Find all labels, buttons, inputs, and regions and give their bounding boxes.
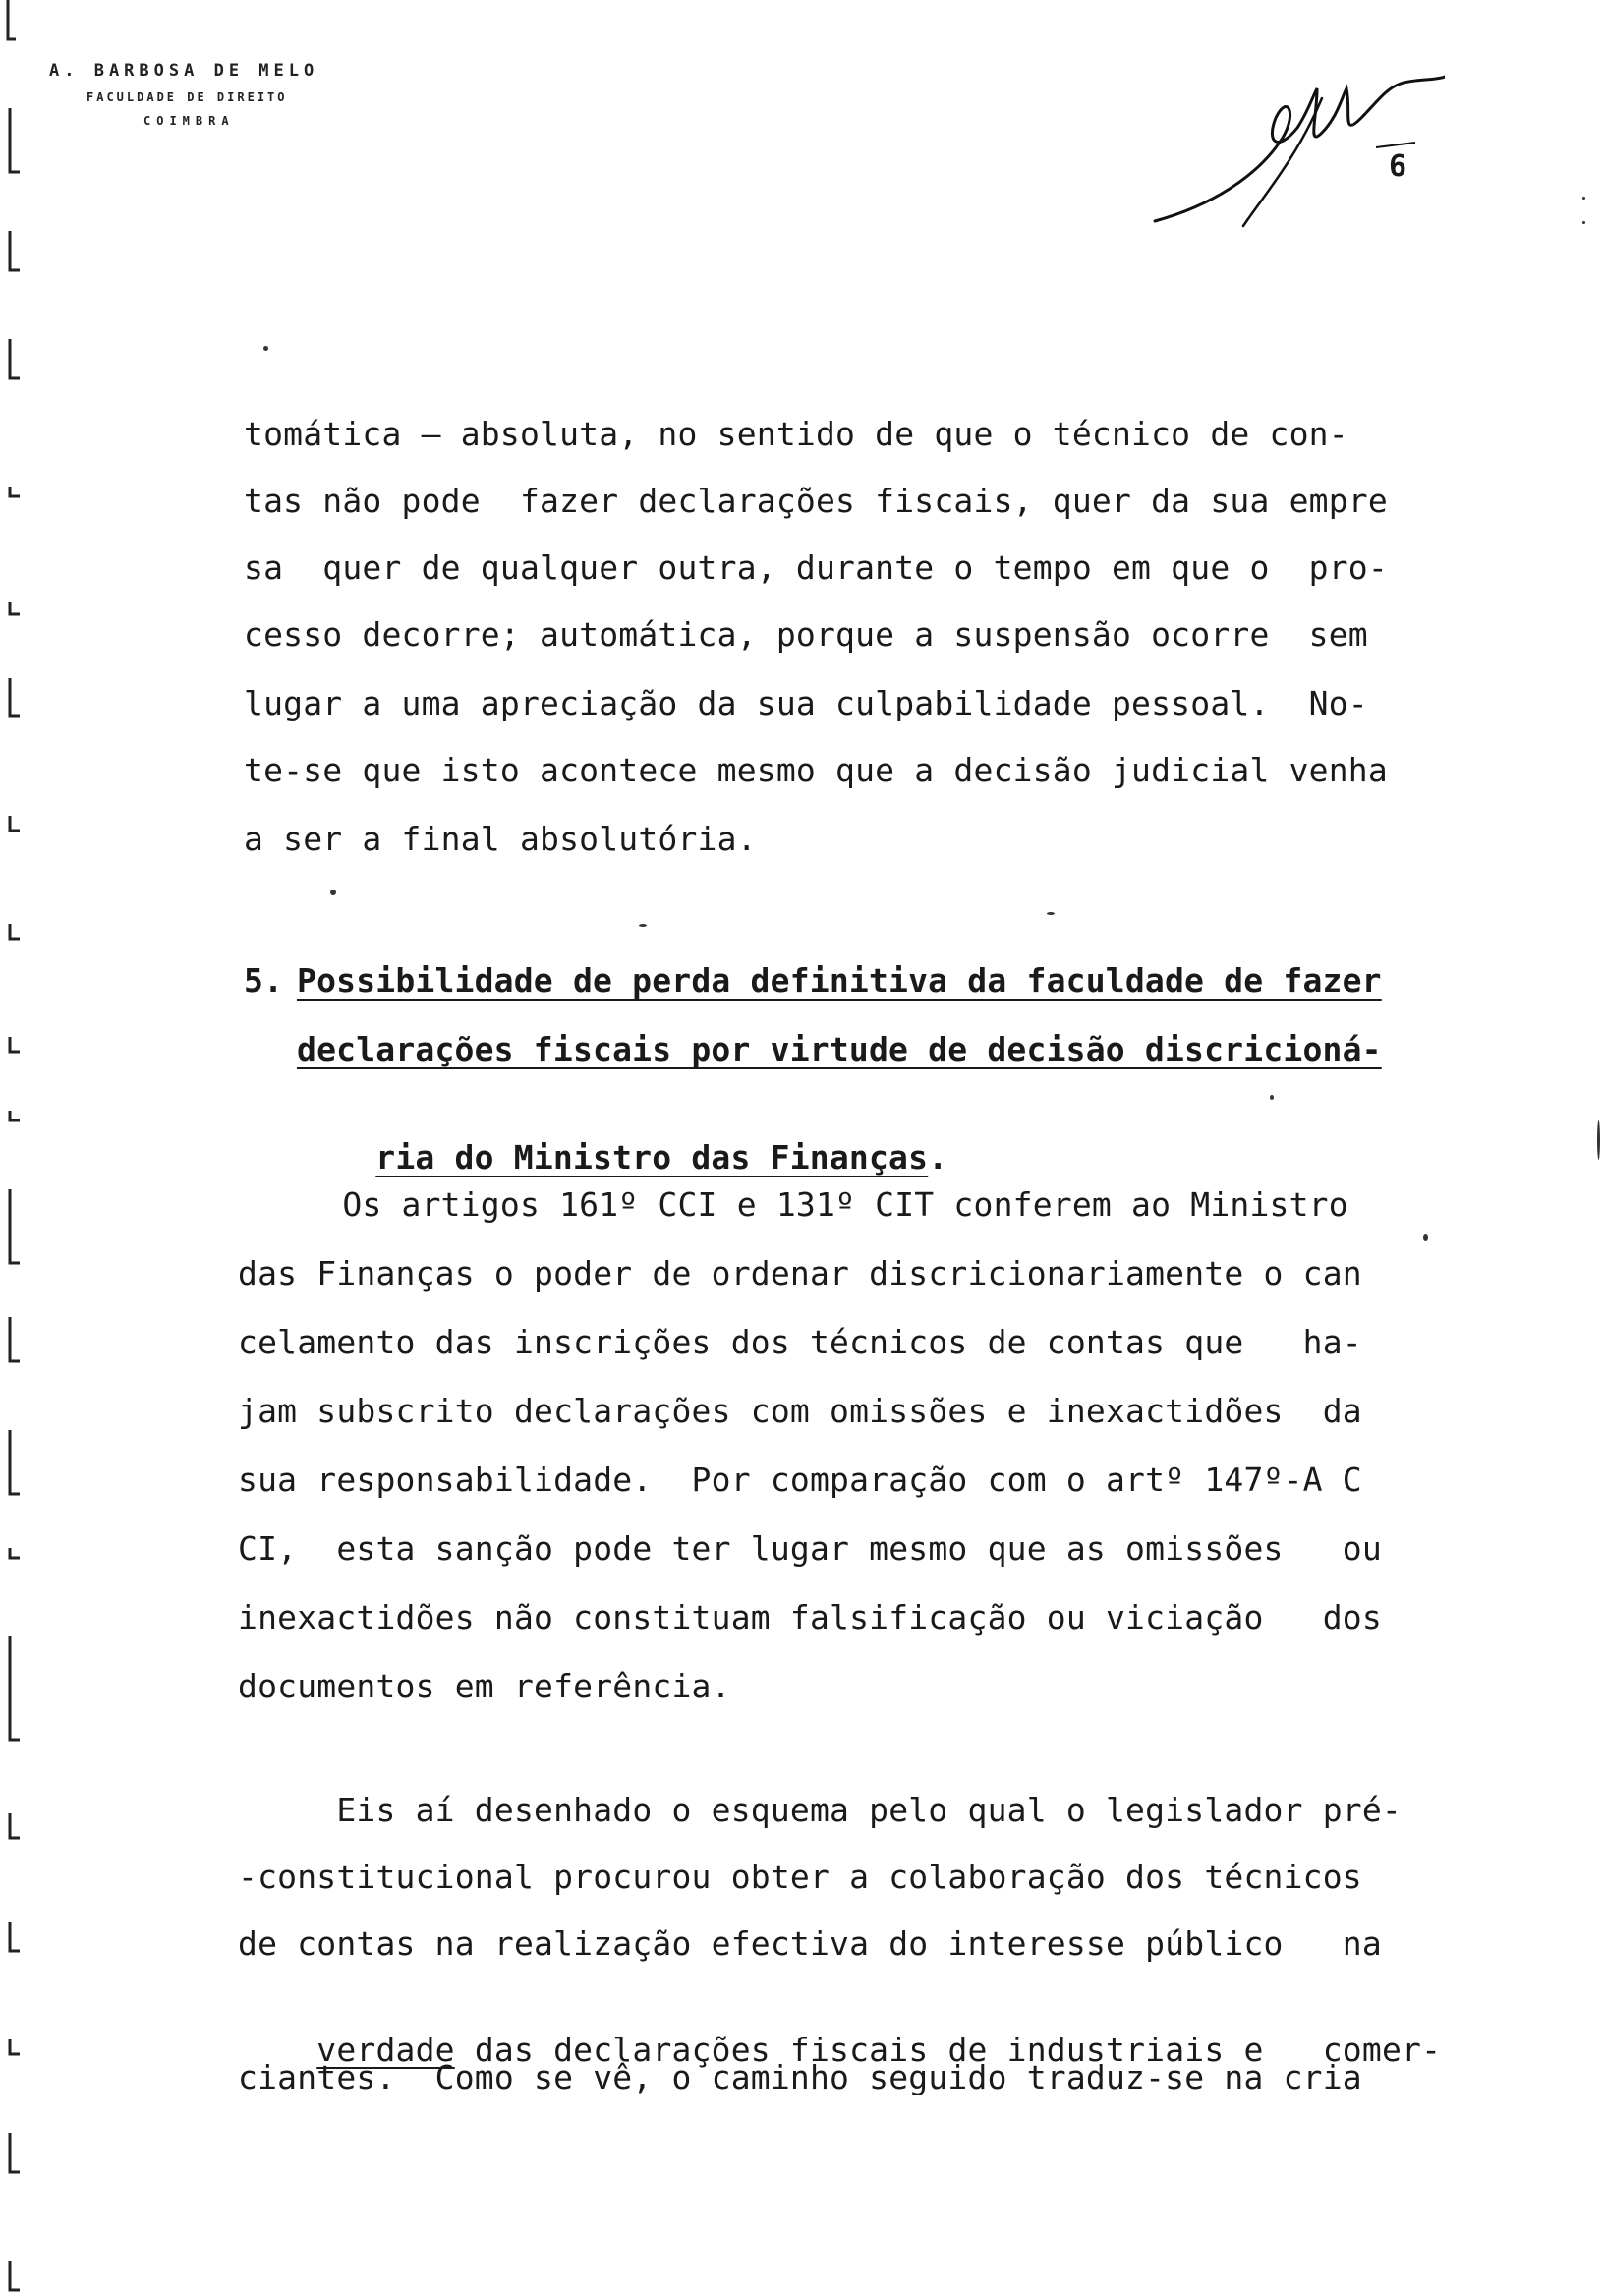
scan-speck [263, 346, 268, 351]
text-line: cesso decorre; automática, porque a suspensão ocorre sem [244, 615, 1368, 654]
scan-speck [1582, 197, 1585, 200]
letterhead-name: A. BARBOSA DE MELO [49, 61, 319, 81]
scan-margin-marks [0, 0, 59, 2296]
scan-speck [1047, 912, 1055, 915]
text-line: Os artigos 161º CCI e 131º CIT conferem ao Ministro [244, 1185, 1348, 1224]
text-line: inexactidões não constituam falsificação ou viciação dos [238, 1598, 1382, 1636]
text-line: lugar a uma apreciação da sua culpabilidade pessoal. No- [244, 684, 1368, 722]
text-line: te-se que isto acontece mesmo que a decisão judicial venha [244, 751, 1388, 789]
text-line: celamento das inscrições dos técnicos de contas que ha- [238, 1323, 1362, 1361]
scan-speck [1423, 1234, 1428, 1241]
scan-speck [639, 924, 647, 927]
text-line: -constitucional procurou obter a colaboração dos técnicos [238, 1858, 1362, 1896]
text-span: das declarações fiscais de industriais e comer- [454, 2031, 1442, 2069]
heading-line: ria do Ministro das Finanças [375, 1138, 929, 1177]
heading-line: declarações fiscais por virtude de decisão discricioná- [297, 1030, 1382, 1068]
text-line: das Finanças o poder de ordenar discricionariamente o can [238, 1254, 1362, 1292]
page-number: 6 [1389, 149, 1407, 184]
text-line: tas não pode fazer declarações fiscais, quer da sua empre [244, 482, 1388, 520]
text-line: CI, esta sanção pode ter lugar mesmo que as omissões ou [238, 1529, 1382, 1568]
letterhead [49, 61, 318, 128]
text-line: ciantes. Como se vê, o caminho seguido traduz-se na cria [238, 2058, 1362, 2096]
text-line: sa quer de qualquer outra, durante o tempo em que o pro- [244, 548, 1388, 587]
text-line: sua responsabilidade. Por comparação com o artº 147º-A C [238, 1461, 1362, 1499]
scan-speck [330, 890, 336, 895]
heading-line: Possibilidade de perda definitiva da faculdade de fazer [297, 961, 1382, 1000]
letterhead-city: COIMBRA [143, 114, 235, 128]
text-line: tomática — absoluta, no sentido de que o técnico de con- [244, 415, 1348, 453]
underlined-word: verdade [316, 2031, 455, 2069]
scan-speck [1582, 221, 1585, 224]
letterhead-faculty: FACULDADE DE DIREITO [86, 90, 288, 104]
text-line: a ser a final absolutória. [244, 820, 757, 858]
heading-end: . [928, 1138, 948, 1177]
text-line: Eis aí desenhado o esquema pelo qual o legislador pré- [238, 1791, 1402, 1829]
scan-speck [1597, 1120, 1600, 1160]
text-line: jam subscrito declarações com omissões e inexactidões da [238, 1392, 1362, 1430]
text-line: documentos em referência. [238, 1667, 731, 1705]
section-number: 5. [244, 961, 284, 1000]
text-line: de contas na realização efectiva do interesse público na [238, 1924, 1382, 1963]
scan-speck [1270, 1095, 1274, 1100]
